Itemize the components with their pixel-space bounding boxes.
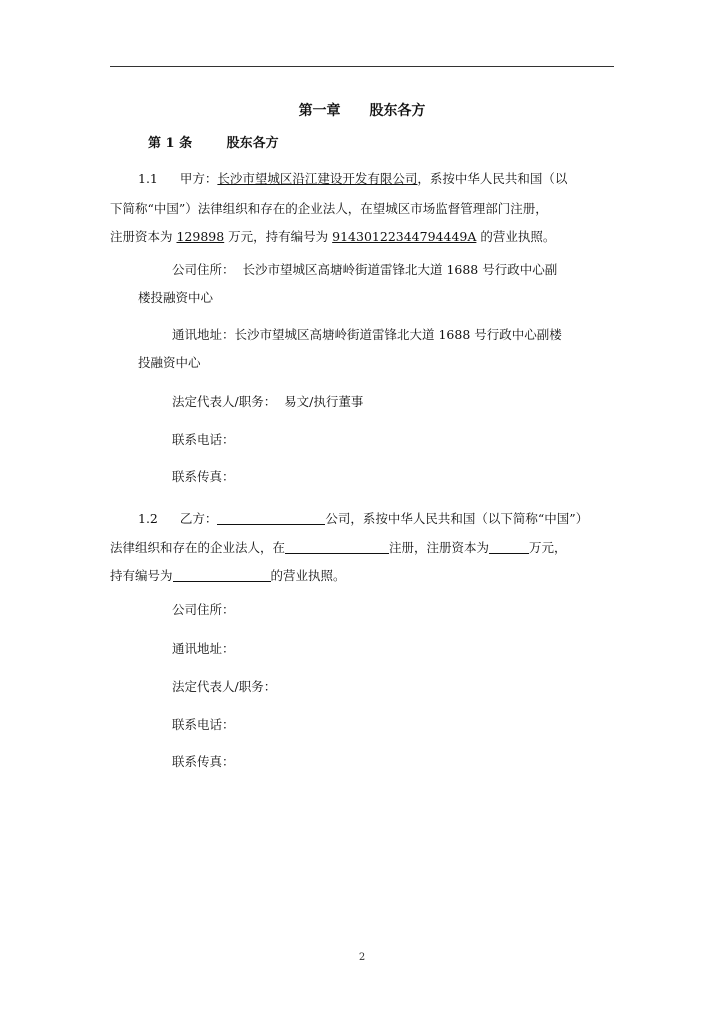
party-a-mail-address-cont: 投融资中心 [138,355,201,370]
party-b-phone: 联系电话： [172,717,235,732]
party-a-line-2: 下简称“中国”）法律组织和存在的企业法人，在望城区市场监督管理部门注册， [110,201,548,216]
license-label: 万元，持有编号为 [224,229,333,244]
capital-label: 注册资本为 [110,229,177,244]
capital-blank [489,541,529,554]
party-b-number: 1.2 [138,511,158,526]
article-heading [148,132,279,151]
party-a-name: 长沙市望城区沿江建设开发有限公司 [217,171,418,186]
party-b-representative: 法定代表人/职务： [172,679,277,694]
party-a-fax: 联系传真： [172,469,235,484]
party-b-line-2-a: 法律组织和存在的企业法人，在 [110,540,286,555]
party-b-line-3-a: 持有编号为 [110,568,173,583]
registration-blank [285,541,389,554]
party-b-line-3 [110,568,614,584]
party-b-line-1-rest: 公司，系按中华人民共和国（以下简称“中国”） [325,511,589,526]
party-a-line-1 [138,171,614,187]
party-b-line-3-b: 的营业执照。 [270,568,346,583]
party-a-representative [172,394,614,410]
party-b-mail-address: 通讯地址： [172,641,235,656]
party-a-license: 91430122344794449A [332,229,477,244]
chapter-number: 第一章 [298,103,341,119]
party-b-fax: 联系传真： [172,754,235,769]
license-blank [173,569,271,582]
header-rule [110,66,614,67]
party-b-name-blank [217,512,325,525]
page-number: 2 [358,952,366,963]
article-number: 第 1 条 [148,136,193,151]
party-b-line-2 [110,540,614,556]
party-a-capital: 129898 [176,229,225,244]
party-a-address-cont: 楼投融资中心 [138,290,214,305]
party-b-line-2-b: 注册，注册资本为 [389,540,490,555]
party-a-phone: 联系电话： [172,432,235,447]
address-label: 公司住所： [172,262,235,277]
rep-label: 法定代表人/职务： [172,394,277,409]
party-b-lead: 乙方： [179,511,218,526]
party-a-line-3 [110,229,614,245]
party-b-address: 公司住所： [172,602,235,617]
address-value-1: 长沙市望城区高塘岭街道雷锋北大道 1688 号行政中心副 [242,262,558,277]
party-a-mail-address: 通讯地址：长沙市望城区高塘岭街道雷锋北大道 1688 号行政中心副楼 [172,327,562,342]
party-b-line-1 [138,511,614,527]
chapter-title: 股东各方 [369,103,426,119]
party-a-address [172,262,614,278]
party-a-number: 1.1 [138,171,158,186]
party-a-line-1-rest: ，系按中华人民共和国（以 [417,171,568,186]
chapter-heading [0,100,724,120]
party-a-lead: 甲方： [179,171,218,186]
party-b-line-2-c: 万元， [529,540,567,555]
license-suffix: 的营业执照。 [476,229,556,244]
rep-value: 易文/执行董事 [284,394,364,409]
article-title: 股东各方 [226,136,279,151]
